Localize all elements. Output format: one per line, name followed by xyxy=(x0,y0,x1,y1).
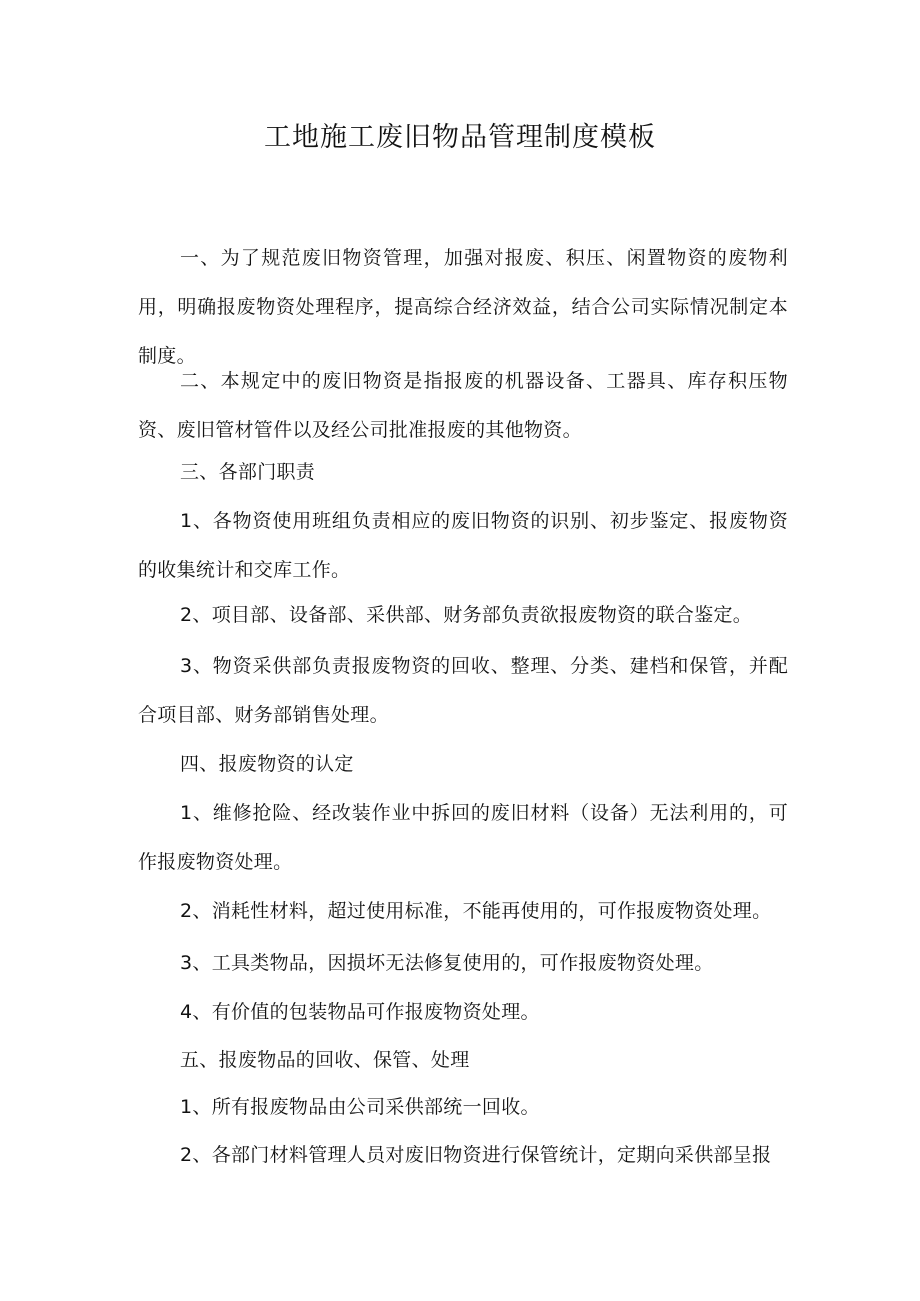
paragraph-4-4: 4、有价值的包装物品可作报废物资处理。 xyxy=(180,1001,540,1023)
paragraph-3-2: 2、项目部、设备部、采供部、财务部负责欲报废物资的联合鉴定。 xyxy=(180,604,753,626)
paragraph-2: 二、本规定中的废旧物资是指报废的机器设备、工器具、库存积压物资、废旧管材管件以及经公司批准报废的其他物资。 xyxy=(138,370,788,441)
paragraph-4-2: 2、消耗性材料，超过使用标准，不能再使用的，可作报废物资处理。 xyxy=(180,900,772,922)
paragraph-5-1: 1、所有报废物品由公司采供部统一回收。 xyxy=(180,1096,540,1118)
paragraph-1: 一、为了规范废旧物资管理，加强对报废、积压、闲置物资的废物利用，明确报废物资处理程序，提高综合经济效益，结合公司实际情况制定本制度。 xyxy=(138,247,788,367)
paragraph-4-1: 1、维修抢险、经改装作业中拆回的废旧材料（设备）无法利用的，可作报废物资处理。 xyxy=(138,802,788,873)
document-title: 工地施工废旧物品管理制度模板 xyxy=(264,122,656,153)
paragraph-4-3: 3、工具类物品，因损坏无法修复使用的，可作报废物资处理。 xyxy=(180,952,714,974)
section-heading-5: 五、报废物品的回收、保管、处理 xyxy=(180,1049,470,1071)
paragraph-3-1: 1、各物资使用班组负责相应的废旧物资的识别、初步鉴定、报废物资的收集统计和交库工作。 xyxy=(138,510,788,581)
section-heading-3: 三、各部门职责 xyxy=(180,461,316,483)
paragraph-3-3: 3、物资采供部负责报废物资的回收、整理、分类、建档和保管，并配合项目部、财务部销售处理。 xyxy=(138,655,788,726)
paragraph-5-2: 2、各部门材料管理人员对废旧物资进行保管统计，定期向采供部呈报 xyxy=(180,1144,772,1166)
section-heading-4: 四、报废物资的认定 xyxy=(180,753,354,775)
